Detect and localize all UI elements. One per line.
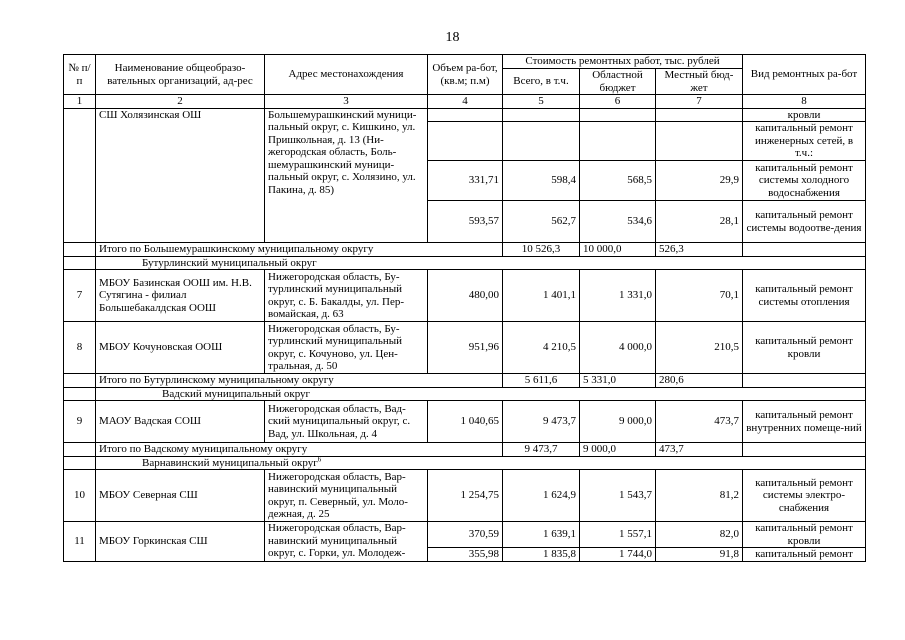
work-type-cell: капитальный ремонт кровли xyxy=(743,322,866,374)
total-cell: 4 210,5 xyxy=(503,322,580,374)
col-number: 1 xyxy=(64,95,96,109)
local-cell: 91,8 xyxy=(656,548,743,562)
regional-cell: 10 000,0 xyxy=(580,243,656,257)
school-address: Нижегородская область, Вар-навинский муниципальный округ, с. Горки, ул. Молодеж- xyxy=(265,522,428,562)
local-cell xyxy=(656,108,743,122)
regional-cell: 568,5 xyxy=(580,161,656,201)
col-number: 6 xyxy=(580,95,656,109)
regional-cell: 1 331,0 xyxy=(580,270,656,322)
total-cell xyxy=(503,108,580,122)
local-cell: 473,7 xyxy=(656,443,743,457)
page-number: 18 xyxy=(445,30,460,45)
school-name: СШ Холязинская ОШ xyxy=(96,108,265,243)
regional-cell xyxy=(580,122,656,161)
table-row xyxy=(64,470,866,522)
table-row xyxy=(64,108,866,122)
volume-cell: 370,59 xyxy=(428,522,503,548)
volume-cell: 593,57 xyxy=(428,201,503,243)
col-number: 4 xyxy=(428,95,503,109)
header-work-type: Вид ремонтных ра-бот xyxy=(743,55,866,95)
col-number: 5 xyxy=(503,95,580,109)
header-num: № п/п xyxy=(64,55,96,95)
regional-cell: 1 543,7 xyxy=(580,470,656,522)
header-cost-group: Стоимость ремонтных работ, тыс. рублей xyxy=(503,55,743,69)
regional-cell: 9 000,0 xyxy=(580,401,656,443)
header-name: Наименование общеобразо-вательных организаций, ад-рес xyxy=(96,55,265,95)
work-type-cell: капитальный ремонт кровли xyxy=(743,522,866,548)
table-row xyxy=(64,270,866,322)
school-address: Большемурашкинский муници-пальный округ, с. Кишкино, ул. Пришкольная, д. 13 (Ни-жегородская область, Боль-шемурашкинский муници-пальный округ, с. Холязино, ул. Пакина, д. 85) xyxy=(265,108,428,243)
school-address: Нижегородская область, Бу-турлинский муниципальный округ, с. Б. Бакалды, ул. Пер-вомайская, д. 63 xyxy=(265,270,428,322)
total-cell: 9 473,7 xyxy=(503,401,580,443)
school-address: Нижегородская область, Бу-турлинский муниципальный округ, с. Кочуново, ул. Цен-тральная, д. 50 xyxy=(265,322,428,374)
regional-cell: 4 000,0 xyxy=(580,322,656,374)
district-total-label: Итого по Бутурлинскому муниципальному округу xyxy=(96,374,503,388)
work-type-cell: капитальный ремонт системы отопления xyxy=(743,270,866,322)
volume-cell xyxy=(428,108,503,122)
local-cell: 210,5 xyxy=(656,322,743,374)
district-section-title xyxy=(96,456,866,470)
column-numbers-row xyxy=(64,95,866,109)
total-cell: 1 624,9 xyxy=(503,470,580,522)
row-num-cell: 8 xyxy=(64,322,96,374)
school-name: МБОУ Горкинская СШ xyxy=(96,522,265,562)
total-cell: 5 611,6 xyxy=(503,374,580,388)
district-section-row xyxy=(64,387,866,401)
local-cell: 280,6 xyxy=(656,374,743,388)
district-section-title: Бутурлинский муниципальный округ xyxy=(96,256,866,270)
repair-works-table xyxy=(63,54,866,562)
header-volume: Объем ра-бот, (кв.м; п.м) xyxy=(428,55,503,95)
district-total-row xyxy=(64,443,866,457)
local-cell: 28,1 xyxy=(656,201,743,243)
work-type-cell: капитальный ремонт системы холодного водоснабжения xyxy=(743,161,866,201)
header-regional: Областной бюджет xyxy=(580,69,656,95)
col-number: 7 xyxy=(656,95,743,109)
work-type-cell: кровли xyxy=(743,108,866,122)
local-cell: 70,1 xyxy=(656,270,743,322)
district-total-row xyxy=(64,374,866,388)
total-cell xyxy=(503,122,580,161)
row-num-cell: 9 xyxy=(64,401,96,443)
header-local: Местный бюд-жет xyxy=(656,69,743,95)
regional-cell: 534,6 xyxy=(580,201,656,243)
work-type-cell: капитальный ремонт xyxy=(743,548,866,562)
volume-cell: 331,71 xyxy=(428,161,503,201)
regional-cell: 5 331,0 xyxy=(580,374,656,388)
total-cell: 562,7 xyxy=(503,201,580,243)
footnote-marker: 6 xyxy=(317,456,322,463)
school-name: МБОУ Северная СШ xyxy=(96,470,265,522)
work-type-cell: капитальный ремонт внутренних помеще-ний xyxy=(743,401,866,443)
header-address: Адрес местонахождения xyxy=(265,55,428,95)
total-cell: 10 526,3 xyxy=(503,243,580,257)
total-cell: 598,4 xyxy=(503,161,580,201)
district-total-label: Итого по Большемурашкинскому муниципальному округу xyxy=(96,243,503,257)
table-row xyxy=(64,522,866,548)
work-type-cell: капитальный ремонт инженерных сетей, в т.ч.: xyxy=(743,122,866,161)
regional-cell: 1 557,1 xyxy=(580,522,656,548)
local-cell: 81,2 xyxy=(656,470,743,522)
local-cell: 82,0 xyxy=(656,522,743,548)
total-cell: 1 639,1 xyxy=(503,522,580,548)
district-total-row xyxy=(64,243,866,257)
district-section-row xyxy=(64,456,866,470)
regional-cell: 9 000,0 xyxy=(580,443,656,457)
local-cell: 473,7 xyxy=(656,401,743,443)
district-total-label: Итого по Вадскому муниципальному округу xyxy=(96,443,503,457)
volume-cell: 951,96 xyxy=(428,322,503,374)
volume-cell: 1 254,75 xyxy=(428,470,503,522)
header-total: Всего, в т.ч. xyxy=(503,69,580,95)
local-cell: 526,3 xyxy=(656,243,743,257)
regional-cell: 1 744,0 xyxy=(580,548,656,562)
volume-cell: 480,00 xyxy=(428,270,503,322)
col-number: 3 xyxy=(265,95,428,109)
district-section-row xyxy=(64,256,866,270)
district-section-title: Вадский муниципальный округ xyxy=(96,387,866,401)
row-num-cell: 10 xyxy=(64,470,96,522)
row-num-cell xyxy=(64,108,96,243)
table-row xyxy=(64,401,866,443)
regional-cell xyxy=(580,108,656,122)
col-number: 2 xyxy=(96,95,265,109)
school-name: МБОУ Кочуновская ООШ xyxy=(96,322,265,374)
local-cell: 29,9 xyxy=(656,161,743,201)
volume-cell: 1 040,65 xyxy=(428,401,503,443)
school-name: МАОУ Вадская СОШ xyxy=(96,401,265,443)
col-number: 8 xyxy=(743,95,866,109)
school-address: Нижегородская область, Вад-ский муниципальный округ, с. Вад, ул. Школьная, д. 4 xyxy=(265,401,428,443)
work-type-cell: капитальный ремонт системы электро-снабжения xyxy=(743,470,866,522)
district-section-name: Варнавинский муниципальный округ xyxy=(142,456,318,469)
total-cell: 1 401,1 xyxy=(503,270,580,322)
row-num-cell: 11 xyxy=(64,522,96,562)
school-name: МБОУ Базинская ООШ им. Н.В. Сутягина - филиал Большебакалдская ООШ xyxy=(96,270,265,322)
work-type-cell: капитальный ремонт системы водоотве-дения xyxy=(743,201,866,243)
total-cell: 9 473,7 xyxy=(503,443,580,457)
school-address: Нижегородская область, Вар-навинский муниципальный округ, п. Северный, ул. Моло-дежная, д. 25 xyxy=(265,470,428,522)
table-row xyxy=(64,322,866,374)
volume-cell xyxy=(428,122,503,161)
total-cell: 1 835,8 xyxy=(503,548,580,562)
local-cell xyxy=(656,122,743,161)
volume-cell: 355,98 xyxy=(428,548,503,562)
row-num-cell: 7 xyxy=(64,270,96,322)
